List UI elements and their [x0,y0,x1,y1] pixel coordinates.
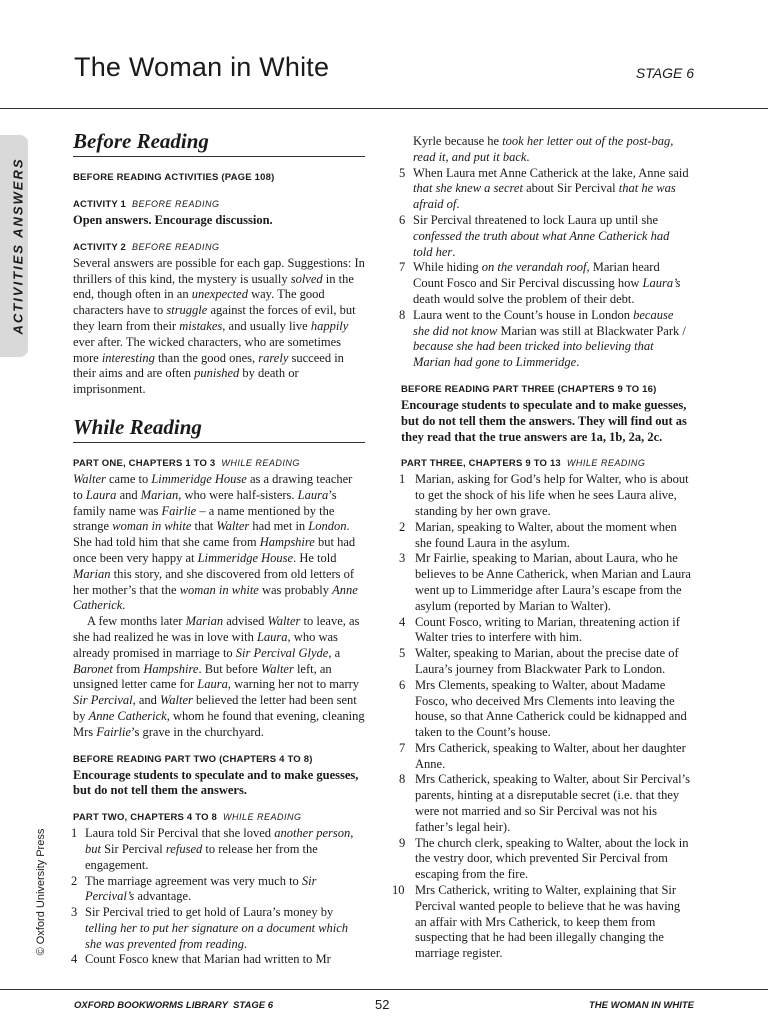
part-one-paragraph-1: Walter came to Limmeridge House as a drawing teacher to Laura and Marian, who were half-sisters. Laura’s family name was Fairlie – a name mentioned by the strange woman in white that Walter had met in London. She had told him that she came from Hampshire but had once been very happy at Limmeridge House. He told Marian this story, and she discovered from old letters of her mother’s that the woman in white was probably Anne Catherick. [73,471,358,613]
part-one-heading: PART ONE, CHAPTERS 1 TO 3 WHILE READING [73,457,300,469]
list-item: 2 The marriage agreement was very much to Sir Percival’s advantage. [71,873,317,904]
right-column [392,134,691,962]
list-item: 5 Walter, speaking to Marian, about the precise date of Laura’s journey from Blackwater Park to London. [399,646,679,676]
while-reading-title: While Reading [73,414,365,443]
before-reading-activities-heading: BEFORE READING ACTIVITIES (PAGE 108) [73,172,275,183]
side-tab-label: ACTIVITIES ANSWERS [10,157,26,335]
footer-rule [0,989,768,990]
list-item: 6 Mrs Clements, speaking to Walter, about Madame Fosco, who deceived Mrs Clements into leaving the house, so that Anne Catherick could be kidnapped and taken to the Count’s house. [399,677,687,740]
footer-series: OXFORD BOOKWORMS LIBRARY STAGE 6 [74,1000,273,1011]
part-three-list [392,472,691,962]
list-item: 8 Mrs Catherick, speaking to Walter, about Sir Percival’s parents, hinting at a disreputable secret (i.e. that they were not married and so Sir Percival was not his father’s legal heir). [399,772,690,834]
list-item: 6 Sir Percival threatened to lock Laura up until she confessed the truth about what Anne Catherick had told her. [399,212,670,259]
list-item: 4 Count Fosco, writing to Marian, threatening action if Walter tries to interfere with him. [399,614,680,645]
stage-label: STAGE 6 [635,65,694,81]
part-two-heading: PART TWO, CHAPTERS 4 TO 8 WHILE READING [73,812,302,824]
list-item: 1 Laura told Sir Percival that she loved another person, but Sir Percival refused to release her from the engagement. [71,826,354,872]
before-reading-part-three-heading: BEFORE READING PART THREE (CHAPTERS 9 TO 16) [401,383,657,395]
activity-2-heading: ACTIVITY 2 BEFORE READING [73,241,220,253]
page-number: 52 [375,997,390,1012]
list-item: 9 The church clerk, speaking to Walter, about the lock in the vestry door, which prevented Sir Percival from escaping from the fire. [399,835,689,882]
list-item: 3 Mr Fairlie, speaking to Marian, about Laura, who he believes to be Anne Catherick, when Marian and Laura went up to Limmeridge after Laura’s escape from the asylum (reported by Marian to Walter). [399,551,691,613]
before-reading-part-two-text: Encourage students to speculate and to make guesses, but do not tell them the answers. [73,767,359,798]
list-item: 7 While hiding on the verandah roof, Marian heard Count Fosco and Sir Percival discussing how Laura’s death would solve the problem of their debt. [399,260,681,306]
copyright-notice: © Oxford University Press [35,828,47,956]
activity-2-answer: Several answers are possible for each gap. Suggestions: In thrillers of this kind, the mystery is usually solved in the end, though often in an unexpected way. The good characters have to struggle against the forces of evil, but they learn from their mistakes, and usually live happily ever after. The wicked characters, who are sometimes more interesting than the good ones, rarely succeed in their aims and are often punished by death or imprisonment. [73,255,365,397]
list-item: 1 Marian, asking for God’s help for Walter, who is about to get the shock of his life when he sees Laura alive, standing by her own grave. [399,472,689,518]
before-reading-part-three-text: Encourage students to speculate and to make guesses, but do not tell them the answers. They will find out as they read that the true answers are 1a, 1b, 2a, 2c. [401,397,687,444]
header-rule [0,108,768,109]
footer-book-title: THE WOMAN IN WHITE [588,1000,694,1011]
part-one-paragraph-2: A few months later Marian advised Walter to leave, as she had realized he was in love with Laura, who was already promised in marriage to Sir Percival Glyde, a Baronet from Hampshire. But before Walter left, an unsigned letter came for Laura, warning her not to marry Sir Percival, and Walter believed the letter had been sent by Anne Catherick, whom he found that evening, cleaning Mrs Fairlie’s grave in the churchyard. [73,614,365,739]
list-item: 8 Laura went to the Count’s house in London because she did not know Marian was still at Blackwater Park / because she had been tricked into believing that Marian had gone to Limmeridge. [399,307,686,370]
list-item: 7 Mrs Catherick, speaking to Walter, about her daughter Anne. [399,740,686,771]
before-reading-title: Before Reading [73,128,365,157]
list-item: 3 Sir Percival tried to get hold of Laura’s money by telling her to put her signature on a document which she was prevented from reading. [71,905,349,951]
list-item: 2 Marian, speaking to Walter, about the moment when she found Laura in the asylum. [399,519,677,550]
list-item: 4 Count Fosco knew that Marian had written to Mr [71,952,331,967]
page-title: The Woman in White [74,52,330,82]
part-two-list [73,826,365,968]
part-two-list-continued [401,134,691,371]
list-item: 5 When Laura met Anne Catherick at the lake, Anne said that she knew a secret about Sir Percival that he was afraid of. [399,165,689,212]
left-column [73,128,365,968]
part-three-heading: PART THREE, CHAPTERS 9 TO 13 WHILE READING [401,458,646,470]
before-reading-part-two-heading: BEFORE READING PART TWO (CHAPTERS 4 TO 8) [73,753,313,765]
activity-1-answer: Open answers. Encourage discussion. [73,213,273,227]
activity-1-heading: ACTIVITY 1 BEFORE READING [73,199,220,210]
list-item: 10 Mrs Catherick, writing to Walter, explaining that Sir Percival wanted people to believe that he was having an affair with Mrs Catherick, to keep them from suspecting that he had been illegally changing the marriage register. [392,883,681,961]
list-item: Kyrle because he took her letter out of the post-bag, read it, and put it back. [413,134,674,164]
